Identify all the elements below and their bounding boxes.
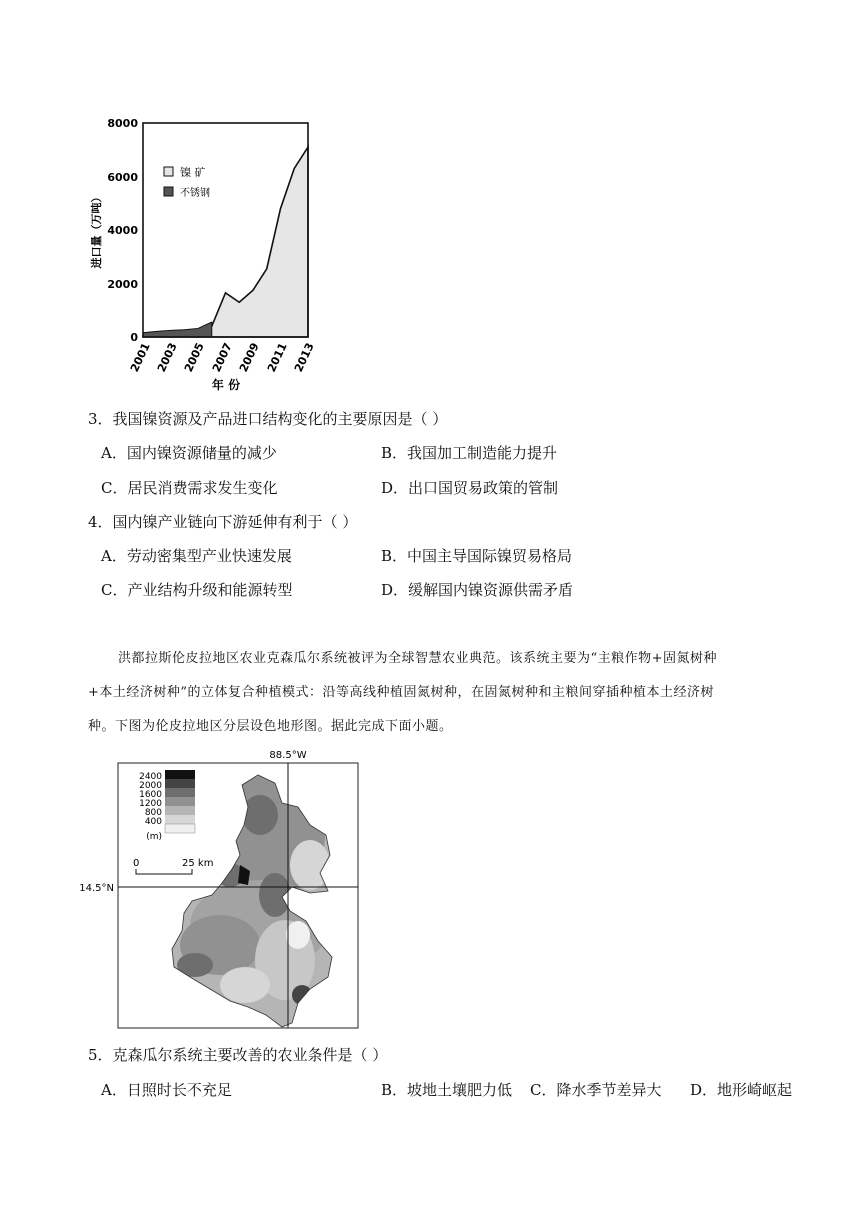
scale-start-label: 0 [133, 858, 140, 869]
y-tick-label: 8000 [107, 117, 138, 130]
lempira-topographic-map [70, 745, 370, 1035]
legend-value: 1600 [139, 790, 162, 800]
y-tick-label: 4000 [107, 224, 138, 237]
legend-swatch-nickel-ore [164, 167, 173, 176]
question-3-stem: 3．我国镍资源及产品进口结构变化的主要原因是（ ） [88, 410, 448, 428]
question-5-option-b[interactable]: B．坡地土壤肥力低 [381, 1081, 513, 1099]
question-5-option-c[interactable]: C．降水季节差异大 [530, 1081, 662, 1099]
question-5-stem: 5．克森瓜尔系统主要改善的农业条件是（ ） [88, 1046, 388, 1064]
x-tick-label: 2009 [236, 340, 262, 375]
legend-swatch-2000 [165, 779, 195, 788]
x-tick-label: 2013 [291, 340, 317, 375]
question-3-option-c[interactable]: C．居民消费需求发生变化 [101, 479, 278, 497]
legend-value: 800 [144, 808, 162, 818]
latitude-label: 14.5°N [79, 883, 114, 894]
x-tick-label: 2011 [264, 340, 290, 375]
legend-swatch-stainless-steel [164, 187, 173, 196]
nickel-import-chart [80, 105, 340, 395]
x-tick-label: 2007 [209, 340, 235, 375]
x-tick-label: 2001 [127, 340, 153, 375]
legend-value: 2000 [139, 781, 162, 791]
y-tick-label: 0 [130, 331, 138, 344]
y-tick-label: 6000 [107, 171, 138, 184]
question-4-option-d[interactable]: D．缓解国内镍资源供需矛盾 [381, 581, 574, 599]
area-series-stainless-steel [143, 322, 212, 337]
question-4-option-a[interactable]: A．劳动密集型产业快速发展 [101, 547, 292, 565]
legend-swatch-1200 [165, 797, 195, 806]
question-5-option-d[interactable]: D．地形崎岖起 [690, 1081, 793, 1099]
question-4-option-b[interactable]: B．中国主导国际镍贸易格局 [381, 547, 573, 565]
legend-swatch-1600 [165, 788, 195, 797]
legend-swatch-2400 [165, 770, 195, 779]
legend-swatch-800 [165, 806, 195, 815]
longitude-label: 88.5°W [269, 750, 307, 761]
passage-line-1: 洪都拉斯伦皮拉地区农业克森瓜尔系统被评为全球智慧农业典范。该系统主要为“主粮作物+固氮树种 [118, 651, 718, 666]
question-5-option-a[interactable]: A．日照时长不充足 [101, 1081, 232, 1099]
question-3-option-a[interactable]: A．国内镍资源储量的减少 [101, 444, 277, 462]
legend-label-nickel-ore: 镍 矿 [180, 166, 206, 179]
question-3-option-d[interactable]: D．出口国贸易政策的管制 [381, 479, 559, 497]
x-tick-label: 2005 [181, 340, 207, 375]
passage-line-3: 种。下图为伦皮拉地区分层设色地形图。据此完成下面小题。 [88, 719, 453, 734]
legend-unit: (m) [146, 832, 162, 842]
legend-value: 2400 [139, 772, 162, 782]
x-axis-title: 年 份 [211, 378, 241, 392]
legend-swatch-0 [165, 824, 195, 833]
y-axis-title: 进口量（万吨） [90, 191, 103, 269]
passage-line-2: +本土经济树种”的立体复合种植模式：沿等高线种植固氮树种，在固氮树种和主粮间穿插种植本土经济树 [88, 685, 715, 700]
legend-value: 1200 [139, 799, 162, 809]
y-tick-label: 2000 [107, 278, 138, 291]
question-4-option-c[interactable]: C．产业结构升级和能源转型 [101, 581, 293, 599]
question-4-stem: 4．国内镍产业链向下游延伸有利于（ ） [88, 513, 358, 531]
legend-label-stainless-steel: 不锈钢 [180, 188, 210, 199]
x-tick-label: 2003 [154, 340, 180, 375]
legend-swatch-400 [165, 815, 195, 824]
legend-value: 400 [144, 817, 162, 827]
scale-end-label: 25 km [182, 858, 214, 869]
question-3-option-b[interactable]: B．我国加工制造能力提升 [381, 444, 558, 462]
